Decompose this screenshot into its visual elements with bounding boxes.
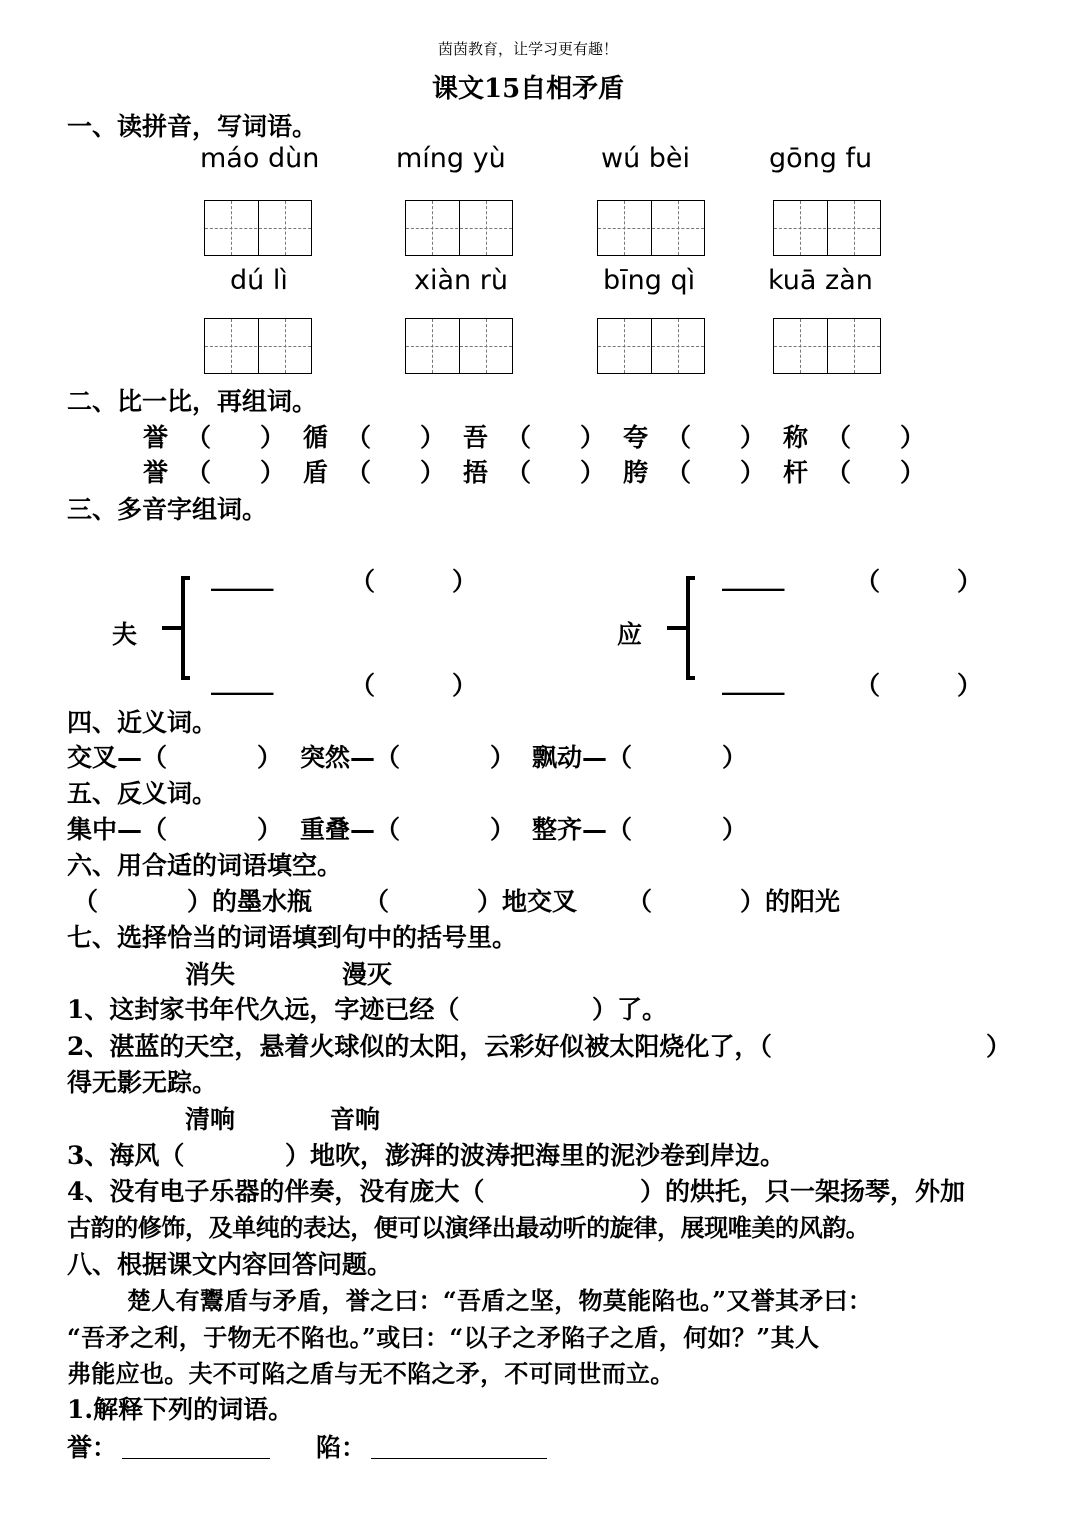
compare-char: 夸 [623, 423, 649, 452]
question-1a: 1、这封家书年代久远，字迹已经（ [67, 995, 460, 1024]
pinyin-4: gōng fu [769, 143, 873, 174]
synonym-word: 突然 [300, 743, 351, 772]
antonym-word: 重叠 [300, 815, 351, 844]
question-3b: ）地吹，澎湃的波涛把海里的泥沙卷到岸边。 [285, 1141, 786, 1170]
header-text: 茵茵教育，让学习更有趣！ [438, 40, 619, 58]
term-1-label: 誉： [67, 1433, 118, 1462]
pinyin-3: wú bèi [601, 143, 691, 174]
compare-char: 称 [783, 423, 809, 452]
pinyin-5: dú lì [230, 265, 288, 296]
compare-char: 盾 [303, 458, 329, 487]
term-2-label: 陷： [316, 1433, 367, 1462]
blank-line: _____ [722, 666, 785, 695]
word-choice: 清响 [185, 1105, 236, 1134]
compare-char: 循 [303, 423, 329, 452]
polyphone-char-2: 应 [617, 620, 643, 649]
fill-item: 的阳光 [765, 887, 841, 916]
section-6-heading: 六、用合适的词语填空。 [67, 851, 343, 880]
synonym-word: 交叉 [67, 743, 118, 772]
page-title: 课文15自相矛盾 [432, 74, 625, 104]
pinyin-8: kuā zàn [768, 265, 873, 296]
antonym-word: 整齐 [532, 815, 583, 844]
answer-line-1[interactable] [122, 1458, 270, 1459]
fill-item: 的墨水瓶 [212, 887, 313, 916]
pinyin-1: máo dùn [200, 143, 320, 174]
blank-line: _____ [211, 562, 274, 591]
answer-line-2[interactable] [371, 1458, 547, 1459]
pinyin-2: míng yù [396, 143, 506, 174]
question-4a: 4、没有电子乐器的伴奏，没有庞大（ [67, 1177, 485, 1206]
passage-line-3: 弗能应也。夫不可陷之盾与无不陷之矛，不可同世而立。 [67, 1359, 675, 1388]
question-8-1: 1.解释下列的词语。 [67, 1395, 294, 1424]
blank-line: _____ [211, 666, 274, 695]
compare-char: 杆 [783, 458, 809, 487]
question-2c: 得无影无踪。 [67, 1068, 218, 1097]
question-1b: ）了。 [592, 995, 668, 1024]
question-2a: 2、湛蓝的天空，悬着火球似的太阳，云彩好似被太阳烧化了，（ [67, 1032, 772, 1061]
pinyin-6: xiàn rù [414, 265, 508, 296]
word-choice: 消失 [185, 960, 236, 989]
question-3a: 3、海风（ [67, 1141, 185, 1170]
compare-char: 誉 [143, 423, 169, 452]
section-4-heading: 四、近义词。 [67, 708, 218, 737]
passage-line-1: 楚人有鬻盾与矛盾，誉之曰：“吾盾之坚，物莫能陷也。”又誉其矛曰： [127, 1286, 873, 1315]
blank-line: _____ [722, 562, 785, 591]
synonym-word: 飘动 [532, 743, 583, 772]
pinyin-7: bīng qì [603, 265, 696, 296]
question-4b: ）的烘托，只一架扬琴，外加 [640, 1177, 966, 1206]
section-3-heading: 三、多音字组词。 [67, 495, 268, 524]
question-2b: ） [986, 1032, 1012, 1061]
section-8-heading: 八、根据课文内容回答问题。 [67, 1250, 393, 1279]
question-4c: 古韵的修饰，及单纯的表达，便可以演绎出最动听的旋律，展现唯美的风韵。 [67, 1213, 870, 1242]
compare-char: 吾 [463, 423, 489, 452]
word-choice: 漫灭 [342, 960, 393, 989]
section-7-heading: 七、选择恰当的词语填到句中的括号里。 [67, 923, 518, 952]
section-1-heading: 一、读拼音，写词语。 [67, 112, 318, 141]
compare-char: 捂 [463, 458, 489, 487]
compare-char: 誉 [143, 458, 169, 487]
antonym-word: 集中 [67, 815, 118, 844]
fill-item: 地交叉 [502, 887, 578, 916]
word-choice: 音响 [330, 1105, 381, 1134]
section-5-heading: 五、反义词。 [67, 779, 218, 808]
section-2-heading: 二、比一比，再组词。 [67, 387, 318, 416]
passage-line-2: “吾矛之利，于物无不陷也。”或曰：“以子之矛陷子之盾，何如？”其人 [67, 1323, 820, 1352]
polyphone-char-1: 夫 [112, 620, 138, 649]
compare-char: 胯 [623, 458, 649, 487]
